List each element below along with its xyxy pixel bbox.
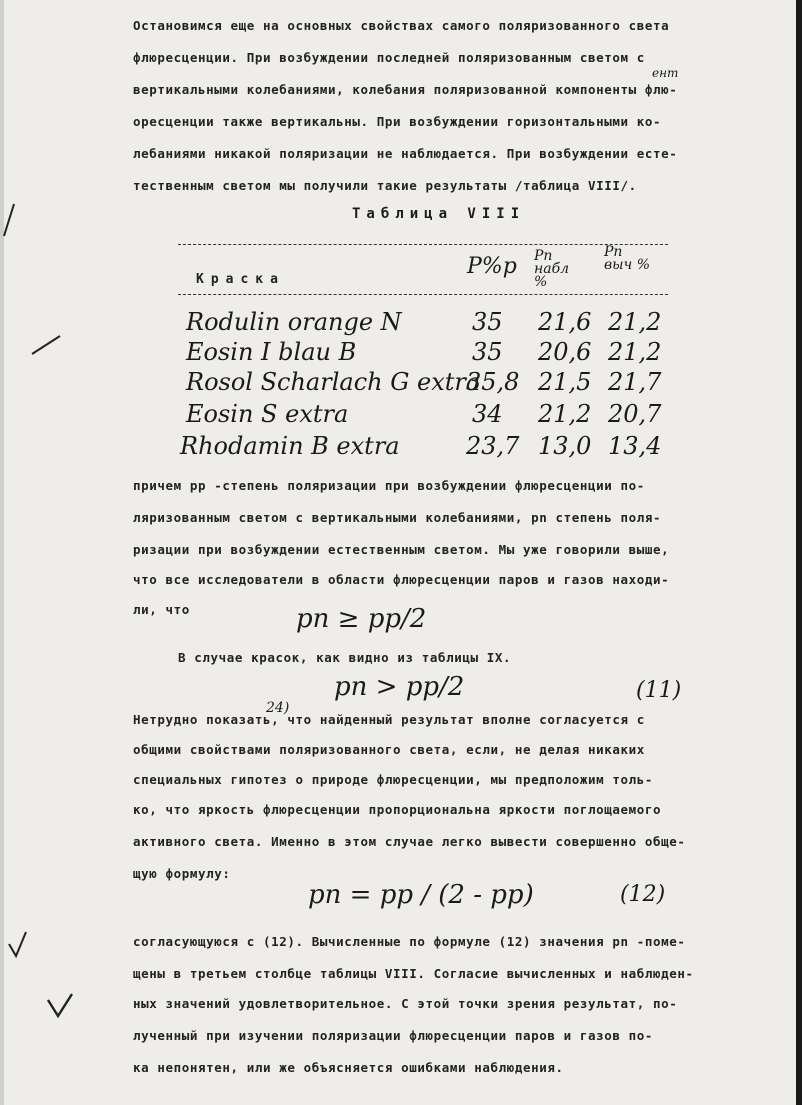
table-header-pp: P%p [467, 254, 517, 279]
text-line: щены в третьем столбце таблицы VIII. Согласие вычисленных и наблюден- [133, 966, 694, 981]
text-line: ка непонятен, или же объясняется ошибками наблюдения. [133, 1060, 564, 1075]
pn-observed-value: 21,2 [538, 400, 592, 428]
pn-calculated-value: 20,7 [608, 400, 662, 428]
margin-slash-mark [28, 330, 64, 360]
formula-2-number: (11) [636, 678, 682, 703]
text-line: флюресценции. При возбуждении последней поляризованным светом с [133, 50, 645, 65]
text-line: лученный при изучении поляризации флюресценции паров и газов по- [133, 1028, 654, 1043]
text-line: активного света. Именно в этом случае легко вывести совершенно обще- [133, 834, 686, 849]
page-left-edge [0, 0, 4, 1105]
text-line: щую формулу: [133, 866, 231, 881]
table-top-rule [178, 244, 668, 245]
handwritten-correction: ент [652, 66, 679, 80]
table-header-pn-observed: Pn набл % [534, 248, 570, 290]
text-line: Остановимся еще на основных свойствах самого поляризованного света [133, 18, 670, 33]
text-line: что все исследователи в области флюресценции паров и газов находи- [133, 572, 670, 587]
text-line: причем pp -степень поляризации при возбуждении флюресценции по- [133, 478, 645, 493]
table-title: Таблица VIII [352, 206, 526, 222]
pp-value: 35,8 [466, 368, 520, 396]
formula-1: pn ≥ pp/2 [296, 604, 427, 634]
pn-observed-value: 21,5 [538, 368, 592, 396]
margin-slash-mark [0, 200, 30, 240]
formula-2: pn > pp/2 [334, 672, 465, 702]
pn-observed-value: 20,6 [538, 338, 592, 366]
margin-check-mark [6, 930, 30, 960]
margin-check-mark [44, 990, 84, 1020]
pn-observed-value: 13,0 [538, 432, 592, 460]
text-line: согласующуюся с (12). Вычисленные по формуле (12) значения pn -поме- [133, 934, 686, 949]
pp-value: 35 [472, 338, 503, 366]
paint-name: Rodulin orange N [186, 308, 402, 336]
table-header-paint: Краска [196, 272, 285, 287]
formula-3-number: (12) [620, 882, 666, 907]
formula-3: pn = pp / (2 - pp) [308, 880, 534, 910]
paint-name: Eosin I blau B [186, 338, 357, 366]
text-line: общими свойствами поляризованного света, если, не делая никаких [133, 742, 645, 757]
pn-calculated-value: 21,7 [608, 368, 662, 396]
page-right-edge [796, 0, 802, 1105]
text-line: ных значений удовлетворительное. С этой точки зрения результат, по- [133, 996, 678, 1011]
text-line: тественным светом мы получили такие результаты /таблица VIII/. [133, 178, 637, 193]
table-header-pn-calculated: Pn выч % [604, 244, 651, 273]
pn-calculated-value: 21,2 [608, 338, 662, 366]
pn-calculated-value: 13,4 [608, 432, 662, 460]
paint-name: Rhodamin B extra [180, 432, 400, 460]
pp-value: 23,7 [466, 432, 520, 460]
footnote-reference: 24) [266, 700, 290, 716]
table-header-rule [178, 294, 668, 295]
text-line: ко, что яркость флюресценции пропорциональна яркости поглощаемого [133, 802, 662, 817]
text-line: Нетрудно показать, что найденный результат вполне согласуется с [133, 712, 645, 727]
paint-name: Eosin S extra [186, 400, 349, 428]
text-line: специальных гипотез о природе флюресценции, мы предположим толь- [133, 772, 654, 787]
text-line: ли, что [133, 602, 190, 617]
pn-calculated-value: 21,2 [608, 308, 662, 336]
text-line: ризации при возбуждении естественным светом. Мы уже говорили выше, [133, 542, 670, 557]
text-line: ляризованным светом с вертикальными колебаниями, pn степень поля- [133, 510, 662, 525]
pn-observed-value: 21,6 [538, 308, 592, 336]
pp-value: 35 [472, 308, 503, 336]
paint-name: Rosol Scharlach G extra [186, 368, 481, 396]
text-line: оресценции также вертикальны. При возбуждении горизонтальными ко- [133, 114, 662, 129]
pp-value: 34 [472, 400, 503, 428]
text-line: лебаниями никакой поляризации не наблюдается. При возбуждении есте- [133, 146, 678, 161]
text-line: вертикальными колебаниями, колебания поляризованной компоненты флю- [133, 82, 678, 97]
text-line: В случае красок, как видно из таблицы IX. [178, 650, 512, 665]
